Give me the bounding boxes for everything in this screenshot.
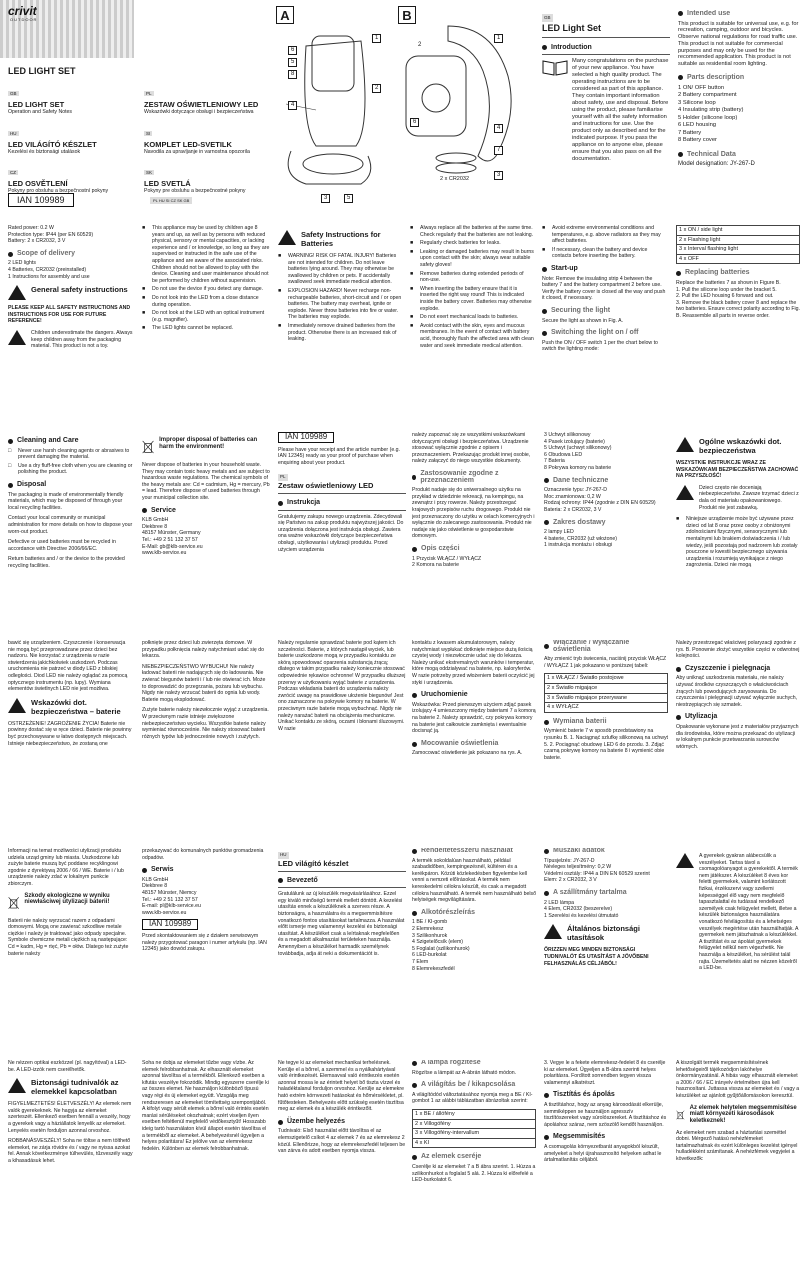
row4-col3: Należy regularnie sprawdzać baterie pod kątem ich szczelności. Baterie, z których nastąpił wyciek, lub baterie uszkodzone mogą w przypadku kontaktu ze skórą spowodować oparzenia substancją żrącą; dlatego w takim przypadku należy koniecznie stosować odpowiednie rękawice ochronne! W przypadku dłuższej przerwy w użytkowaniu wyjąć baterie z urządzenia. Podczas wkładania baterii do urządzenia należy zwrócić uwagę na prawidłowe ułożenie biegunów! Jest ono zaznaczone na pokrywie komory na baterie. W przeciwnym razie baterie mogą wybuchnąć. Nigdy nie należy narażać baterii na obciążenia mechaniczne. Unikać kontaktu ze skórą, oczami i błonami śluzowymi. W razie bbox=[278, 640, 406, 732]
ian-box-gb: IAN 109989 bbox=[278, 432, 334, 443]
warning-icon bbox=[8, 285, 26, 300]
battery-warning-icon-pl bbox=[8, 698, 26, 713]
cover-panel bbox=[0, 0, 266, 215]
crossed-bin-icon bbox=[142, 437, 154, 457]
row3-col2: Improper disposal of batteries can harm the environment! Never dispose of batteries in your household waste. They may contain toxic heavy metals and are subject to hazardous waste regulations. The chemical symbols of the heavy metals are: Cd = cadmium, Hg = mercury, Pb = lead. Therefore dispose of used batteries through your municipal collection site. Service KLB GmbH Diekbree 8 48157 Münster, Germany Tel.: +49 2 51 132 37 57 E-Mail: gb@klb-service.eu www.klb-service.eu bbox=[142, 437, 270, 557]
row3-col6: Ogólne wskazówki dot. bezpieczeństwa WSZYSTKIE INSTRUKCJE WRAZ ZE WSKAZÓWKAMI BEZPIECZEŃSTWA ZACHOWAĆ NA PRZYSZŁOŚĆ! Dzieci często nie doceniają niebezpieczeństw. Zawsze trzymać dzieci z dala od materiału opakowaniowego. Produkt nie jest zabawką. ■ Niniejsze urządzenie może być używane przez dzieci od lat 8 oraz przez osoby z obniżonymi zdolnościami fizycznymi, sensorycznymi lub mentalnymi lub brakiem doświadczenia i / lub wiedzy, jeśli pozostają pod nadzorem lub zostały pouczone w kwestii bezpiecznego używania urządzenia i rozumieją wynikające z niego zagrożenia. Dzieci nie mogą bbox=[676, 437, 799, 569]
figure-b: B 1 2 4 7 6 3 2 x CR2032 bbox=[398, 6, 520, 211]
mode-table-pl: 1 x WŁĄCZ / Światło postojowe 2 x Światło migające 3 x Światło migające przerywane 4 x WYŁĄCZ bbox=[544, 673, 668, 712]
row5-col1: Informacji na temat możliwości utylizacji produktu udziela urząd gminy lub miasta. Uszkodzone lub zużyte baterie muszą być poddane recyklingowi zgodnie z dyrektywą 2006 / 66 / WE. Baterie i / lub urządzenie należy zdać w lokalnym punkcie zbiorczym. Szkody ekologiczne w wyniku niewłaściwej utylizacji baterii! Baterii nie należy wyrzucać razem z odpadami domowymi. Mogą one zawierać szkodliwe metale ciężkie i należy je traktować jako odpady specjalne. Symbole chemiczne metali ciężkich są następujące: Cd = kadm, Hg = rtęć, Pb = ołów. Dlatego też zużyte baterie należy bbox=[8, 848, 129, 957]
row5-col3: HU LED világító készlet Bevezető Gratulálunk az új készülék megvásárlásához. Ezzel egy kiváló minőségű termék mellett döntött. A kezelési utasítás ennek a készüléknek a szerves része. A biztonságra, a használatra és a megsemmisítésre vonatkozó fontos utasításokat tartalmazza. A használat előtt ismerje meg valamennyi kezelési és biztonsági utasítást. A készüléket csak a leírtaknak megfelelően és a megadott alkalmazási területeken használja. Amennyiben a készüléket harmadik személynek továbbadja, adja át neki a dokumentációt is. bbox=[278, 852, 405, 957]
brand-sub: OUTDOOR bbox=[10, 17, 38, 22]
row4-col2: połknięte przez dzieci lub zwierzęta domowe. W przypadku połknięcia należy natychmiast udać się do lekarza. NIEBEZPIECZEŃSTWO WYBUCHU! Nie należy ładować baterii nie nadających się do ładowania. Nie zwierać biegunów baterii i / lub nie otwierać ich. Może to doprowadzić do przegrzania, pożaru lub wybuchu. Nigdy nie należy wrzucać baterii do ognia lub wody. Baterie mogą eksplodować. Zużyte baterie należy niezwłocznie wyjąć z urządzenia. W przeciwnym razie istnieje zwiększone niebezpieczeństwo wycieku. Wszystkie baterie należy wymieniać równocześnie. Nie należy stosować baterii różnych typów lub jednocześnie nowych i zużytych. bbox=[142, 640, 269, 740]
row6-col3: Ne tegye ki az elemeket mechanikai terhelésnek. Kerülje el a bőrrel, a szemmel és a nyálkahártyával való érintkezését. Elemsavval való érintkezés esetén azonnal mossa le az érintett helyet bő tiszta vízzel és haladéktalanul forduljon orvoshoz. Kerülje az elemekre ható extrém körnvezeti hatásokat és hőmérsékletet, pl. fűtőtesteken. Behelyezés előtt szükség esetén tisztítsa meg az elemek és a készülék érintkezőit. Üzembe helyezés Tudnivaló: Első használat előtt távolítsa el az elemszigetelő csíkot 4 az elemek 7 és az elemrekesz 2 közül. Ellenőrizze, hogy az elemrekeszfedél teljesen be van zárva és adott esetben nyomja vissza. bbox=[278, 1060, 406, 1155]
row3-col4: należy zapoznać się ze wszystkimi wskazówkami dotyczącymi obsługi i bezpieczeństwa. Urządzenie stosować wyłącznie zgodnie z opisem i przeznaczeniem. Przekazując produkt innej osobie, należy załączyć do niego wszystkie dokumenty. Zastosowanie zgodne z przeznaczeniem Produkt nadaje się do uniwersalnego użytku na przykład w dziedzinie rekreacji, na kempingu, na zewnątrz i przy rowerze. Należy przestrzegać krajowych przepisów ruchu drogowego. Produkt nie jest przeznaczony do użytku w celach komercyjnych i wyłącznie do zalecanego zastosowania. Produkt nie nadaje się jako oświetlenie w gospodarstwie domowym. Opis części 1 Przycisk WŁĄCZ / WYŁĄCZ 2 Komora na baterie bbox=[412, 432, 535, 569]
row3-col3: IAN 109989 Please have your receipt and the article number (e.g. IAN 12345) ready as your proof of purchase when enquiring about your product. PL Zestaw oświetleniowy LED Instrukcja Gratulujemy zakupu nowego urządzenia. Zdecydowali się Państwo na zakup produktu najwyższej jakości. Do urządzenia dołączona jest instrukcja obsługi. Zawiera ona ważne wskazówki dotyczące bezpieczeństwa obsługi, użytkowania i utylizacji produktu. Przed użyciem urządzenia bbox=[278, 432, 406, 622]
row2-col1: Rated power: 0.2 W Protection type: IP44 (per EN 60529) Battery: 2 x CR2032, 3 V Scope of delivery 2 LED lights 4 Batteries, CR2032 (preinstalled) 1 Instructions for assembly and use General safety instructions PLEASE KEEP ALL SAFETY INSTRUCTIONS AND INSTRUCTIONS FOR USE FOR FUTURE REFERENCE! Children underestimate the dangers. Always keep children away from the packaging material. This product is not a toy. bbox=[8, 225, 133, 350]
figure-a: A 6 5 8 4 1 2 3 5 bbox=[276, 6, 391, 211]
row5-col4: Rendeltetésszerű használat A termék sokoldalúan használható, például szabadidőben, kempingezésnél, kültéren és a kerékpáron. Közúti közlekedésben figyelembe kell venni a nemzeti előírásokat. A termék nem kereskedelmi célokra készült, és csak a megadott célokra használható. A termék nem használható belső helyiségek megvilágítására. Alkotórészleírás 1 BE / KI-gomb 2 Elemrekesz 3 Szilikonhurok 4 Szigetelőcsík (elem) 5 Foglalat (szilikonhurok) 6 LED-burkolat 7 Elem 8 Elemrekeszfedél bbox=[412, 848, 536, 972]
row6-col1: Ne nézzen optikai eszközzel (pl. nagyítóval) a LED-be. A LED-izzók nem cserélhetők. Biztonsági tudnivalók az elemekkel kapcsolatban FIGYELMEZTETÉS! ÉLETVESZÉLY! Az elemek nem valók gyerekeknek. Ne hagyja az elemeket szerteszét. Ellenkező esetben fennáll a veszély, hogy a gyerekek vagy a háziállatok lenyelik az elemeket. Lenyelés esetén forduljon azonnal orvoshoz. ROBBANÁSVESZÉLY! Soha ne töltse a nem tölthető elemeket, ne zárja rövidre és / vagy ne nyissa azokat fel. Annak következménye túlhevülés, tűzveszély vagy a kihasadásuk lehet. bbox=[8, 1060, 133, 1164]
figure-b-label: B bbox=[398, 6, 416, 24]
gb-parts: Intended use This product is suitable for universal use, e.g. for recreation, camping, outdoor and bicycles. Observe national regulations for road traffic use. This product is not suitable for commercial purposes and may only be used for the recommended application. This product is not suitable as residential room lighting. Parts description 1 ON/ OFF button 2 Battery compartment 3 Silicone loop 4 Insulating strip (battery) 5 Holder (silicone loop) 6 LED housing 7 Battery 8 Battery cover Technical Data Model designation: JY-267-D bbox=[678, 10, 799, 168]
row4-col5: Włączanie / wyłączanie oświetlenia Aby zmienić tryb świecenia, naciśnij przycisk WŁĄCZ / WYŁĄCZ 1 jak pokazano w poniższej tabeli: 1 x WŁĄCZ / Światło postojowe 2 x Światło migające 3 x Światło migające przerywane 4 x WYŁĄCZ Wymiana baterii Wymienić baterie 7 w sposób przedstawiony na rysunku B. 1. Naciągnąć szlufkę silikonową na uchwyt 5. 2. Pociągnąć obudowę LED 6 do przodu. 3. Zdjąć czarną pokrywę komory na baterie 8 i wymienić obie baterie. bbox=[544, 640, 668, 761]
cover-langs-right: PL ZESTAW OŚWIETLENIOWY LED Wskazówki dotyczące obsługi i bezpieczeństwa SI KOMPLET LED-SVETILK Navodila za upravljanje in varnostna opozorila SK LED SVETLÁ Pokyny pre obsluhu a bezpečnostné pokyny bbox=[144, 91, 259, 195]
warning-icon-pl bbox=[676, 437, 694, 452]
row4-col4: kontaktu z kwasem akumulatorowym, należy natychmiast wypłukać dotknięte miejsce dużą ilością czystej wody i niezwłocznie udać się do lekarza. Należy unikać ekstremalnych warunków i temperatur, które mogą oddziaływać na baterie, np. kaloryferów. W razie potrzeby przed włożeniem baterii oczyścić jej styki i urządzenia. Uruchomienie Wskazówka: Przed pierwszym użyciem zdjąć pasek izolujący 4 umieszczony między bateriami 7 a komorą na baterie 2. Należy sprawdzić, czy pokrywa komory na baterie jest całkowicie zamknięta i ewentualnie docisnąć ją. Mocowanie oświetlenia Zamocować oświetlenie jak pokazano na rys. A. bbox=[412, 640, 536, 757]
ian-box-pl: IAN 109989 bbox=[142, 919, 198, 930]
row6-col2: Soha ne dobja az elemeket tűzbe vagy vízbe. Az elemek felrobbanhatnak. Az elhasznált elemeket azonnal távolítsa el a termékből. Ellenkező esetben a kifutás veszélye fokozódik. Mindig egyszerre cserélje ki az összes elemet. Ne használjon különböző típusú vagy régi és új elemeket együtt. Vizsgálja meg rendszeresen az elemeket tömítettség szempontjából. A kifolyt vagy sérült elemek a bőrrel való érintés esetén marási sérüléseket okozhatnak; ezért viseljen ilyen esetben feltétlenül megfelelő védőkesztyűt! Hosszabb ideig tartó használaton kívül állapot esetén távolítsa el a termékből az elemeket. A behelyezésnél ügyeljen a helyes polaritásra! Ez jelölve van az elemrekesz fedelén. Különben az elemek felrobbanhatnak. bbox=[142, 1060, 269, 1152]
row4-col6: Należy przestrzegać właściwej polaryzacji zgodnie z rys. B. Ponownie złożyć wszystkie części w odwrotnej kolejności. Czyszczenie i pielęgnacja Aby uniknąć uszkodzenia materiału, nie należy używać środków czyszczących o właściwościach żrących lub powodujących zarysowania. Do czyszczenia i pielęgnacji używać wyłącznie suchych, niestrzępiących się szmatek. Utylizacja Opakowanie wykonane jest z materiałów przyjaznych dla środowiska, które można przekazać do utylizacji w lokalnym punkcie przetwarzania surowców wtórnych. bbox=[676, 640, 800, 750]
row4-col1: bawić się urządzeniem. Czyszczenie i konserwacja nie mogą być przeprowadzane przez dzieci bez nadzoru. Nie korzystać z urządzenia w razie stwierdzenia jakichkolwiek uszkodzeń. Podczas uruchomienia nie patrzeć w diody LED z bliskiej odległości. Diod LED nie należy oglądać za pomocą optycznego instrumentu (np. lupy). Wymiana elementów świetlnych LED nie jest możliwa. Wskazówki dot. bezpieczeństwa – baterie OSTRZEŻENIE! ZAGROŻENIE ŻYCIA! Baterie nie powinny dostać się w ręce dzieci. Baterie nie powinny być przechowywane w łatwo dostępnych miejscach. Istnieje niebezpieczeństwo, że zostaną one bbox=[8, 640, 132, 747]
row2-col5: ■ Avoid extreme environmental conditions and temperatures, e.g. above radiators as they may affect batteries. ■ If necessary, clean the battery and device contacts before inserting the battery. Start-up Note: Remove the insulating strip 4 between the battery 7 and the battery compartment 2 before use. Verify the battery cover is closed all the way and push it closed, if necessary. Securing the light Secure the light as shown in Fig. A. Switching the light on / off Push the ON / OFF switch 1 per the chart below to switch the lighting mode: bbox=[542, 225, 666, 353]
cover-title: LED LIGHT SET bbox=[8, 66, 76, 76]
row2-col3: Safety Instructions for Batteries ■ WARNING! RISK OF FATAL INJURY! Batteries are not intended for children. Do not leave batteries lying around. They may otherwise be swallowed by children or pets. If accidentally swallowed seek immediate medical attention. ■ EXPLOSION HAZARD! Never recharge non-rechargeable batteries, short-circuit and / or open batteries. The battery may overheat, ignite or explode. Never throw batteries into fire or water. The batteries may explode. ■ Immediately remove drained batteries from the product. Otherwise there is an increased risk of leaking. bbox=[278, 230, 402, 343]
row5-col5: Műszaki adatok Típusjelzés: JY-267-D Névleges teljesítmény: 0,2 W Védelmi osztály: IP44 a DIN EN 60529 szerint Elem: 2 x CR2032, 3 V A szállítmány tartalma 2 LED lámpa 4 Elem, CR2032 (beszerelve) 1 Szerelési és kezelési útmutató Általános biztonsági utasítások ŐRIZZEN MEG MINDEN BIZTONSÁGI TUDNIVALÓT ÉS UTASÍTÁST A JÖVŐBENI FELHASZNÁLÁS CÉLJÁBÓL! bbox=[544, 848, 650, 967]
row5-col6: A gyerekek gyakran alábecsülik a veszélyeket. Tartsa távol a csomagolóanyagot a gyerekektől. A termék nem játékszer. A készüléket 8 éves kor feletti gyermekek, valamint korlátozott fizikai, érzékszervi vagy szellemi képességgel élő vagy nem megfelelő tapasztalattal és tudással rendelkező személyek csak felügyelet mellett, illetve a készülék biztonságos használatára vonatkozó felvilágosítás és a lehetséges veszélyek megértése után használhatják. A gyermekek nem játszhatnak a készülékkel. A tisztítást és az ápolást gyermekek felügyelet nélkül nem végezhetik. Ne használja a készüléket, ha sérülést talál rajta. Üzemeltetés alatt ne nézzen közelről a LED-be. bbox=[676, 848, 800, 1043]
battery-note: 2 x CR2032 bbox=[440, 176, 470, 182]
row3-col5: 3 Uchwyt silikonowy 4 Pasek izolujący (baterie) 5 Uchwyt (uchwyt silikonowy) 6 Obudowa LED 7 Bateria 8 Pokrywa komory na baterie Dane techniczne Oznaczenie typu: JY-267-D Moc znamionowa: 0,2 W Rodzaj ochrony: IP44 (zgodnie z DIN EN 60529) Bateria: 2 x CR2032, 3 V Zakres dostawy 2 lampy LED 4 baterie, CR2032 (už włożone) 1 instrukcja montażu i obsługi bbox=[544, 432, 656, 549]
crossed-bin-icon-pl bbox=[8, 893, 19, 913]
child-warning-icon-pl bbox=[676, 485, 694, 500]
row3-col1: Cleaning and Care □ Never use harsh cleaning agents or abrasives to prevent damaging the material. □ Use a dry fluff-free cloth when you are cleaning or polishing the product. Disposal The packaging is made of environmentally friendly materials, which may be disposed of through your local recycling facilities. Contact your local community or municipal administration for more details on how to dispose your worn-out product. Defective or used batteries must be recycled in accordance with Directive 2006/66/EC. Return batteries and / or the device to the provided recycling facilities. bbox=[8, 437, 133, 569]
warning-icon-hu bbox=[544, 924, 562, 939]
open-book-icon bbox=[542, 58, 568, 76]
cover-langs-left: GB LED LIGHT SET Operation and Safety Notes HU LED VILÁGÍTÓ KÉSZLET Kezelési és biztonsági utalások CZ LED OSVĚTLENÍ Pokyny pro obsluhu a bezpečnostní pokyny bbox=[8, 91, 109, 195]
mode-table-hu: 1 x BE / állófény 2 x Villogófény 3 x Villogófény-intervallum 4 x KI bbox=[412, 1109, 536, 1148]
brand-logo: crivit bbox=[8, 4, 37, 18]
battery-warning-icon bbox=[278, 230, 296, 245]
row5-col2: przekazywać do komunalnych punktów gromadzenia odpadów. Serwis KLB GmbH Diekbree 8 48157 Münster, Niemcy Tel.: +49 2 51 132 37 57 E-mail: pl@klb-service.eu www.klb-service.eu IAN 109989 Przed skontaktowaniem się z działem serwisowym należy przygotować paragon i numer artykułu (np. IAN 12345) jako dowód zakupu. bbox=[142, 848, 267, 953]
child-warning-icon-hu bbox=[676, 853, 694, 868]
row6-col4: A lámpa rögzítése Rögzítse a lámpát az A-ábrán látható módon. A világítás be / kikapcsolása A világítódód változtatásához nyomja meg a BE / KI-gombot 1 az alábbi táblázatban ábrázoltak szerint: 1 x BE / állófény 2 x Villogófény 3 x Villogófény-intervallum 4 x KI Az elemek cseréje Cserélje ki az elemeket 7 a B ábra szerint. 1. Húzza a szilikonhurkot a foglalat 5 alá. 2. Húzza ki előrefelé a LED-burkolatot 6. bbox=[412, 1060, 536, 1184]
battery-warning-icon-hu bbox=[8, 1078, 26, 1093]
lang-strip: PL HU SI CZ SK GB bbox=[150, 197, 192, 204]
child-warning-icon bbox=[8, 330, 26, 345]
row2-col2: ■ This appliance may be used by children age 8 years and up, as well as by persons with reduced physical, sensory or mental capacities, or lacking experience and / or knowledge, so long as they are supervised or instructed in the safe use of the appliance and are aware of the associated risks. Children should not be allowed to play with the device. Cleaning and user maintenance should not be performed by children without supervision. ■ Do not use the device if you detect any damage. ■ Do not look into the LED from a close distance during operation. ■ Do not look at the LED with an optical instrument (e.g. magnifier). ■ The LED lights cannot be replaced. bbox=[142, 225, 270, 332]
mode-table: 1 x ON / side light 2 x Flashing light 3 x Interval flashing light 4 x OFF bbox=[676, 225, 800, 264]
crossed-bin-icon-hu bbox=[676, 1105, 685, 1125]
figure-a-label: A bbox=[276, 6, 294, 24]
row6-col6: A kiszolgált termék megsemmisítésének lehetőségeiről tájékozódjon lakóhelye önkormányzatánál. A hibás vagy elhasznált elemeket a 2006 / 66 / EC irányelv értelmében újra kell hasznosítani. Juttassa vissza az elemeket és / vagy a készüléket az ajánlott gyűjtőállomásokon keresztül. Az elemek helytelen megsemmisítése miatt környezeti károsodások keletkeznek! Az elemeket nem szabad a háztartási szeméttel dobni. Mérgező hatású nehézfémeket tartalmazhatnak és ezért különleges kezelést igényel hulladékként számítanak. A nehézfémek vegyjelei a következők: bbox=[676, 1060, 800, 1162]
parts-list: 1 ON/ OFF button 2 Battery compartment 3 Silicone loop 4 Insulating strip (battery) 5 Holder (silicone loop) 6 LED housing 7 Battery 8 Battery cover bbox=[678, 84, 744, 144]
row2-col4: ■ Always replace all the batteries at the same time. Check regularly that the batteries are not leaking. ■ Regularly check batteries for leaks. ■ Leaking or damaged batteries may result in burns upon contact with the skin; always wear suitable safety gloves! ■ Remove batteries during extended periods of non-use. ■ When inserting the battery ensure that it is inserted the right way round! This is indicated inside the battery cover. Batteries may otherwise explode. ■ Do not exert mechanical loads to batteries. ■ Avoid contact with the skin, eyes and mucous membranes. In the event of contact with battery acid, thoroughly flush the affected area with clean water and seek immediate medical attention. bbox=[410, 225, 534, 349]
row2-col6: 1 x ON / side light 2 x Flashing light 3 x Interval flashing light 4 x OFF Replacing batteries Replace the batteries 7 as shown in Figure B. 1. Pull the silicone loop under the bracket 5. 2. Pull the LED housing 6 forward and out. 3. Remove the black battery cover 8 and replace the two batteries. Ensure correct polarity according to Fig. B. Reassemble all parts in reverse order. bbox=[676, 227, 800, 319]
ian-box: IAN 109989 bbox=[8, 193, 74, 207]
gb-title: LED Light Set bbox=[542, 22, 601, 33]
gb-intro: GB LED Light Set Introduction Many congratulations on the purchase of your new appliance. You have selected a high quality product. The operating instructions are to be considered as part of this appliance. They contain important information about safety, use and disposal. Before using the product, please familiarise yourself with all the safety information and instructions for use. Use the product only as described and for the indicated purpose. If you pass the appliance on to anyone else, please ensure that you also pass on all the documentation. bbox=[542, 15, 669, 162]
row6-col5: 3. Vegye le a fekete elemrekesz-fedelet 8 és cserélje ki az elemeket. Ügyeljen a B-ábra szerinti helyes polaritásra. Fordított sorrendben tegyen vissza valamennyi alkatrészt. Tisztítás és ápolás A tisztításhoz, hogy az anyag károsodását elkerülje, semmiképpen se használjon agresszív tisztítószereket vagy súrolószereket. A tisztításhoz és ápoláshoz száraz, nem szöszölő kendőt használjon. Megsemmisítés A csomagolás környezetbarát anyagokból készült, amelyeket a helyi újrahasznosító helyeken adhat le ártalmatlanítás céljából. bbox=[544, 1060, 667, 1164]
